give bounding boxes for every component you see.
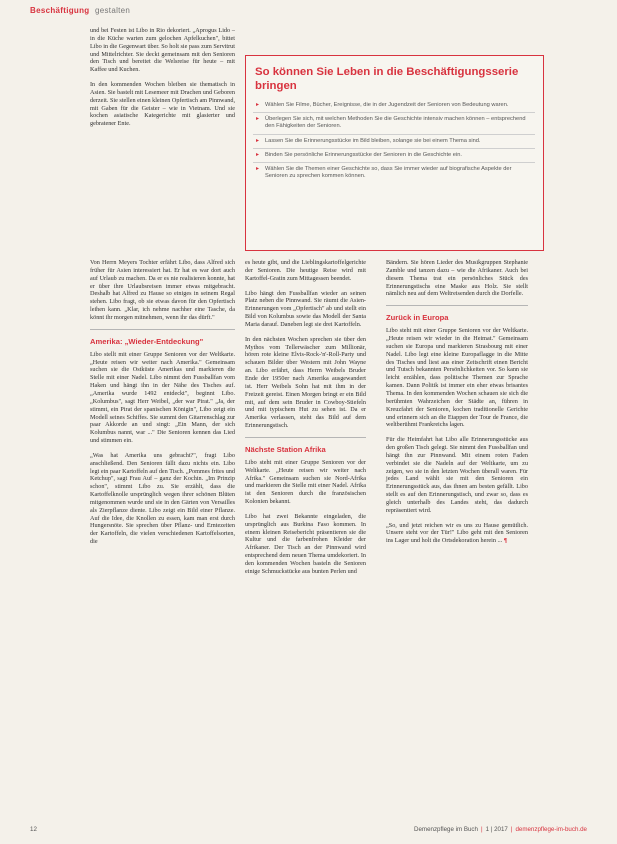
paragraph: und bei Festen ist Libo in Rio dekoriert. „Aprogus Lido – in die Küche warten zum gelochen Apfelkuchen", bittet Libo in die Gegenwart über. So holt sie pass zum Servitrut und Mittelrichter. Sie deckt gemeinsam mit den Senioren den Tisch und bereitet die Welsreise für heute – mit Kaffee und Kuchen. — [90, 27, 235, 74]
tips-item: ▸ Wählen Sie Filme, Bücher, Ereignisse, die in der Jugendzeit der Senioren von Bedeutung waren. — [253, 99, 535, 113]
subheading-europa: Zurück in Europa — [386, 313, 449, 323]
paragraph: Libo steht mit einer Gruppe Senioren vor der Weltkarte. „Heute reisen wir wieder in die Heimat." Gemeinsam suchen sie Europa und markieren Strasbourg mit einer Nadel. Libo legt eine kleine Europaflagge in die Mitte des Tisches und liest aus einer Zeitschrift einen Bericht und Tutsch bekannten Persönlichkeiten vor. So kann sie leicht erzählen, dass politische Themen zur Sprache kamen. Dann Politik ist immer ein eher etwas brisantes Thema. In den kommenden Wochen schauen sie sich die berühmten Wahrzeichen der Städte an, führen in Kreuzfahrt der Senioren, kochen traditionelle Gerichte und erinnern sich an die Etappen der Tour de France, die weltberühmt Frankreichs lagen. — [386, 327, 528, 429]
tips-box — [245, 55, 544, 251]
bullet-icon: ▸ — [256, 102, 260, 108]
tips-item: ▸ Lassen Sie die Erinnerungsstücke im Bild bleiben, solange sie bei einem Thema sind. — [253, 135, 535, 149]
tips-box-title: So können Sie Leben in die Beschäftigungsserie bringen — [255, 66, 519, 92]
tips-item: ▸ Wählen Sie die Themen einer Geschichte so, dass Sie immer wieder auf biografische Aspekte der Senioren zu sprechen kommen können. — [256, 166, 512, 180]
tips-item: ▸ Überlegen Sie sich, mit welchen Methoden Sie die Geschichte intensiv machen können – entsprechend den Fähigkeiten der Senioren. — [253, 113, 535, 134]
issue-number: 1 | 2017 — [485, 826, 508, 833]
column-1-top — [90, 27, 235, 135]
section-header — [30, 6, 130, 15]
subheading-amerika: Amerika: „Wieder-Entdeckung" — [90, 336, 204, 346]
divider — [90, 329, 235, 330]
subheading-afrika: Nächste Station Afrika — [245, 444, 326, 454]
bullet-icon: ▸ — [256, 137, 260, 144]
bullet-icon: ▸ — [256, 151, 260, 158]
tips-list — [246, 99, 543, 183]
column-3 — [386, 259, 528, 552]
paragraph: Bändern. Sie hören Lieder des Musikgruppen Stephanie Zamble und tanzen dazu – wie die Afrikaner. Auch bei diesem Thema trat ein persönliches Stück des Erinnerungstischs eine Maske aus Holz. Sie stellt nämlich neu auf dem Weltreisenden durch die Dorfelle. — [386, 259, 528, 298]
paragraph: In den nächsten Wochen sprechen sie über den Mythos vom Tellerwäscher zum Millionär, hören rote kleine Elvis-Rock-'n'-Roll-Party und schauen Bilder über Western mit John Wayne an. Libo erfährt, dass Herrn Weibels Bruder Ende der 1950er nach Amerika ausgewandert ist. Herr Weibels Sohn hat mit ihm in der Freizeit gereist. Einen Morgen bringt er ein Bild mit, auf dem sein Bruder in Cowboy-Stiefeln und mit typischem Hut zu sehen ist. Da er Amerika verlassen, steht das Bild auf dem Erinnerungstisch. — [245, 335, 366, 430]
divider — [245, 437, 366, 438]
paragraph: Libo stellt mit einer Gruppe Senioren vor der Weltkarte. „Heute reisen wir weiter nach Amerika." Gemeinsam suchen sie die Ostküste Amerikas und markieren die Stelle mit einer Nadel. Libo nimmt den Fussballfan vom Haken und hängt ihn in der Nähe des Tisches auf. „Amerika wurde 1492 entdeckt", beginnt Libo. „Kolumbus", sagt Herr Weibel, „der war Pirat." „Ja, der stimmt, ein Pirat der spanischen Königin", Libo zeigt ein Modell seines Schiffes. Sie summt den Gitarrenschlag zur paar Akkorde an und singt: „Ein Mann, der sich Kolumbus nannt, war ..." Die Senioren kennen das Lied und stimmen ein. — [90, 350, 235, 445]
column-1 — [90, 259, 235, 553]
paragraph: „So, und jetzt reichen wir es uns zu Hause gemütlich. Unsere steht vor der Tür!" Libo geht mit den Senioren ins Lager und holt die Ortsdekoration herein ... ¶ — [386, 521, 528, 545]
paragraph: In den kommenden Wochen bleiben sie thematisch in Asien. Sie bastelt mit Lesemeer mit Drachen und Geboren derzeit. Sie stellen einen kleinen Opfertisch am Pinnwand, mit Gaben für die Geister – wie in Vietnam. Und sie kochen asiatische Kategerichte mit glasierter und gebratener Ente. — [90, 81, 235, 128]
paragraph: es heute gibt, und die Lieblingskartoffelgerichte der Senioren. Die heutige Reise wird mit Kartoffel-Gratin zum Mittagessen beendet. — [245, 259, 366, 282]
paragraph: „Was hat Amerika uns gebracht?", fragt Libo anschließend. Den Senioren fällt dazu nichts ein. Libo legt ein paar Kartoffeln auf den Tisch. „Pommes frites und Ketchup", sagt Frau Auf – ganz der Kochin. „Im Prinzip schon", stimmt Libo zu. Sie erzählt, dass die Kartoffelknolle ursprünglich wegen ihrer schönen Blüten mitgenommen wurde und sie in den Gärten von Versailles als Zierpflanze diente. Libo zeigt ein Bild einer Pflanze. Auf die Idee, die Knollen zu essen, kam man erst durch Hungersnöte. Sie sprechen über Pflanz- und Erntezeiten der Kartoffeln, die vielen verschiedenen Kartoffelsorten, die — [90, 451, 235, 546]
section-subname: gestalten — [95, 6, 131, 15]
paragraph: Für die Heimfahrt hat Libo alle Erinnerungsstücke aus den großen Tisch gelegt. Sie nimmt den Fussballfan und hängt ihn zur Pinnwand. Mit einem roten Faden verbindet sie die Nadeln auf der Weltkarte, um zu zeigen, wo sie in den letzten Wochen überall waren. Für jedes Land wählt sie mit den Senioren ein Erinnerungsstück aus, das ihnen am besten gefällt. Libo stellt es auf den Erinnerungstisch, und zwar so, dass es gleich unterhalb des Landes steht, das dadurch repräsentiert wird. — [386, 436, 528, 514]
page-number: 12 — [30, 826, 37, 833]
magazine-name: Demenzpflege im Buch — [414, 826, 478, 833]
divider — [386, 305, 528, 306]
paragraph: Libo hat zwei Bekannte eingeladen, die ursprünglich aus Burkina Faso kommen. In einem kleinen Reisebericht präsentieren sie die Kultur und die farbenfrohen Kleider der Afrikaner. Der Tisch an der Pinnwand wird entsprechend dem neuen Thema umdekoriert. In den kommenden Wochen basteln die Senioren einige Schmuckstücke aus bunten Perlen und — [245, 512, 366, 575]
end-mark: ¶ — [503, 537, 508, 545]
column-2 — [245, 259, 366, 583]
paragraph: Libo hängt den Fussballfan wieder an seinen Platz neben die Pinnwand. Sie räumt die Asien-Erinnerungen vom „Opfertisch" ab und stellt ein Bild von Kolumbus sowie das Modell der Santa Maria darauf. Daneben legt sie drei Kartoffeln. — [245, 289, 366, 328]
bullet-icon: ▸ — [256, 166, 260, 173]
website-link[interactable]: demenzpflege-im-buch.de — [515, 826, 587, 833]
paragraph: Libo steht mit einer Gruppe Senioren vor der Weltkarte. „Heute reisen wir weiter nach Afrika." Gemeinsam suchen sie Nord-Afrika und markieren die Stelle mit einer Nadel. Afrika ist den Senioren durch die französischen Kolonien bekannt. — [245, 458, 366, 506]
footer-meta: Demenzpflege im Buch | 1 | 2017 | demenzpflege-im-buch.de — [414, 826, 587, 833]
tips-item: ▸ Binden Sie persönliche Erinnerungsstücke der Senioren in die Geschichte ein. — [253, 149, 535, 163]
paragraph: Von Herrn Meyers Tochter erfährt Libo, dass Alfred sich früher für Asien interessiert hat. Er hat es war dort auch auf Urlaub zu machen. Da er es nie realisieren konnte, hat er über ihre Urlaubsreisen immer etwas mitgebracht. Deshalb hat Alfred zu Hause so einiges in seinem Regal stehen. Libo fragt, ob sie etwas davon für den Opfertisch leihen kann. „Klar, ich nehme nachher eine Tasche, da könnt ihr morgen mitnehmen, wenn ihr das dürft." — [90, 259, 235, 321]
section-name: Beschäftigung — [30, 6, 90, 15]
bullet-icon: ▸ — [256, 116, 260, 123]
